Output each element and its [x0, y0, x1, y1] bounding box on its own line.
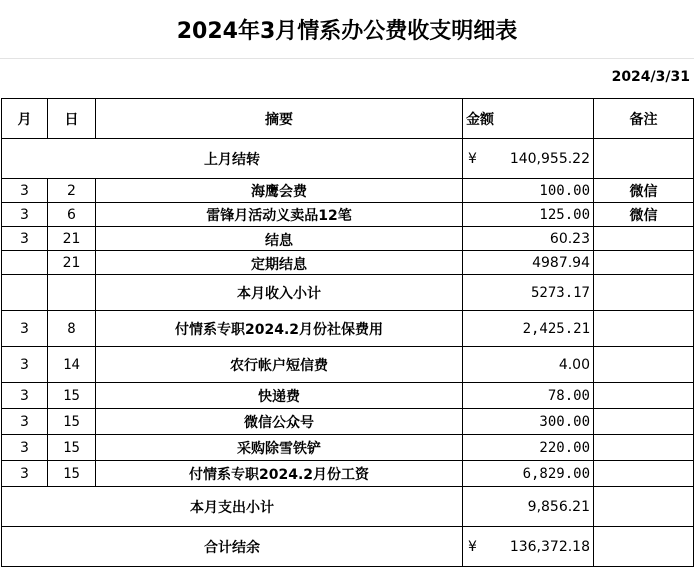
note-cell[interactable]: [594, 527, 694, 567]
month-cell[interactable]: 3: [2, 409, 48, 435]
header-amount[interactable]: 金额: [463, 99, 594, 139]
income-subtotal-label[interactable]: 本月收入小计: [96, 275, 463, 311]
expense-subtotal-label[interactable]: 本月支出小计: [2, 487, 463, 527]
carry-forward-label[interactable]: 上月结转: [2, 139, 463, 179]
day-cell[interactable]: 8: [48, 311, 96, 347]
day-cell[interactable]: 15: [48, 435, 96, 461]
date-row: [0, 58, 694, 98]
day-cell[interactable]: 15: [48, 461, 96, 487]
summary-cell[interactable]: 采购除雪铁铲: [96, 435, 463, 461]
month-cell[interactable]: 3: [2, 435, 48, 461]
income-row: [2, 227, 694, 251]
month-cell[interactable]: 3: [2, 311, 48, 347]
note-cell[interactable]: [594, 311, 694, 347]
month-cell[interactable]: 3: [2, 383, 48, 409]
day-cell[interactable]: 21: [48, 227, 96, 251]
note-cell[interactable]: [594, 227, 694, 251]
balance-amount-cell[interactable]: [463, 527, 594, 567]
summary-cell[interactable]: 微信公众号: [96, 409, 463, 435]
note-cell[interactable]: [594, 251, 694, 275]
note-cell[interactable]: [594, 275, 694, 311]
month-cell[interactable]: 3: [2, 179, 48, 203]
report-date: 2024/3/31: [611, 69, 690, 85]
amount-cell[interactable]: 60.23: [463, 227, 594, 251]
expense-row: [2, 461, 694, 487]
month-cell[interactable]: 3: [2, 461, 48, 487]
note-cell[interactable]: [594, 461, 694, 487]
summary-cell[interactable]: 雷锋月活动义卖品12笔: [96, 203, 463, 227]
carry-forward-amount-cell[interactable]: [463, 139, 594, 179]
day-cell[interactable]: [48, 275, 96, 311]
expense-row: [2, 347, 694, 383]
note-cell[interactable]: [594, 435, 694, 461]
amount-cell[interactable]: 100.00: [463, 179, 594, 203]
sheet-title: 2024年3月情系办公费收支明细表: [0, 0, 694, 59]
header-row: [2, 99, 694, 139]
amount-cell[interactable]: 125.00: [463, 203, 594, 227]
summary-cell[interactable]: 结息: [96, 227, 463, 251]
expense-row: [2, 435, 694, 461]
summary-cell[interactable]: 快递费: [96, 383, 463, 409]
summary-cell[interactable]: 付情系专职2024.2月份社保费用: [96, 311, 463, 347]
balance-label[interactable]: 合计结余: [2, 527, 463, 567]
ledger-table: [1, 98, 694, 567]
summary-cell[interactable]: 付情系专职2024.2月份工资: [96, 461, 463, 487]
carry-forward-row: [2, 139, 694, 179]
month-cell[interactable]: 3: [2, 227, 48, 251]
note-cell[interactable]: [594, 139, 694, 179]
carry-forward-amount: 140,955.22: [509, 150, 590, 167]
summary-cell[interactable]: 农行帐户短信费: [96, 347, 463, 383]
income-row: [2, 203, 694, 227]
month-cell[interactable]: [2, 275, 48, 311]
expense-row: [2, 409, 694, 435]
balance-row: [2, 527, 694, 567]
note-cell[interactable]: [594, 383, 694, 409]
amount-cell[interactable]: 4987.94: [463, 251, 594, 275]
income-subtotal-amount[interactable]: 5273.17: [463, 275, 594, 311]
header-day[interactable]: 日: [48, 99, 96, 139]
header-month[interactable]: 月: [2, 99, 48, 139]
summary-cell[interactable]: 海鹰会费: [96, 179, 463, 203]
note-cell[interactable]: 微信: [594, 179, 694, 203]
day-cell[interactable]: 14: [48, 347, 96, 383]
day-cell[interactable]: 15: [48, 409, 96, 435]
amount-cell[interactable]: 4.00: [463, 347, 594, 383]
note-cell[interactable]: [594, 487, 694, 527]
balance-amount: 136,372.18: [509, 538, 590, 555]
amount-cell[interactable]: 2,425.21: [463, 311, 594, 347]
currency-symbol: ¥: [468, 150, 477, 167]
note-cell[interactable]: [594, 409, 694, 435]
day-cell[interactable]: 6: [48, 203, 96, 227]
day-cell[interactable]: 15: [48, 383, 96, 409]
expense-row: [2, 383, 694, 409]
income-row: [2, 179, 694, 203]
month-cell[interactable]: [2, 251, 48, 275]
expense-row: [2, 311, 694, 347]
header-summary[interactable]: 摘要: [96, 99, 463, 139]
amount-cell[interactable]: 300.00: [463, 409, 594, 435]
month-cell[interactable]: 3: [2, 203, 48, 227]
expense-subtotal-row: [2, 487, 694, 527]
income-subtotal-row: [2, 275, 694, 311]
amount-cell[interactable]: 220.00: [463, 435, 594, 461]
currency-symbol: ¥: [468, 538, 477, 555]
summary-cell[interactable]: 定期结息: [96, 251, 463, 275]
month-cell[interactable]: 3: [2, 347, 48, 383]
note-cell[interactable]: 微信: [594, 203, 694, 227]
income-row: [2, 251, 694, 275]
expense-subtotal-amount[interactable]: 9,856.21: [463, 487, 594, 527]
day-cell[interactable]: 2: [48, 179, 96, 203]
amount-cell[interactable]: 6,829.00: [463, 461, 594, 487]
day-cell[interactable]: 21: [48, 251, 96, 275]
header-note[interactable]: 备注: [594, 99, 694, 139]
amount-cell[interactable]: 78.00: [463, 383, 594, 409]
note-cell[interactable]: [594, 347, 694, 383]
